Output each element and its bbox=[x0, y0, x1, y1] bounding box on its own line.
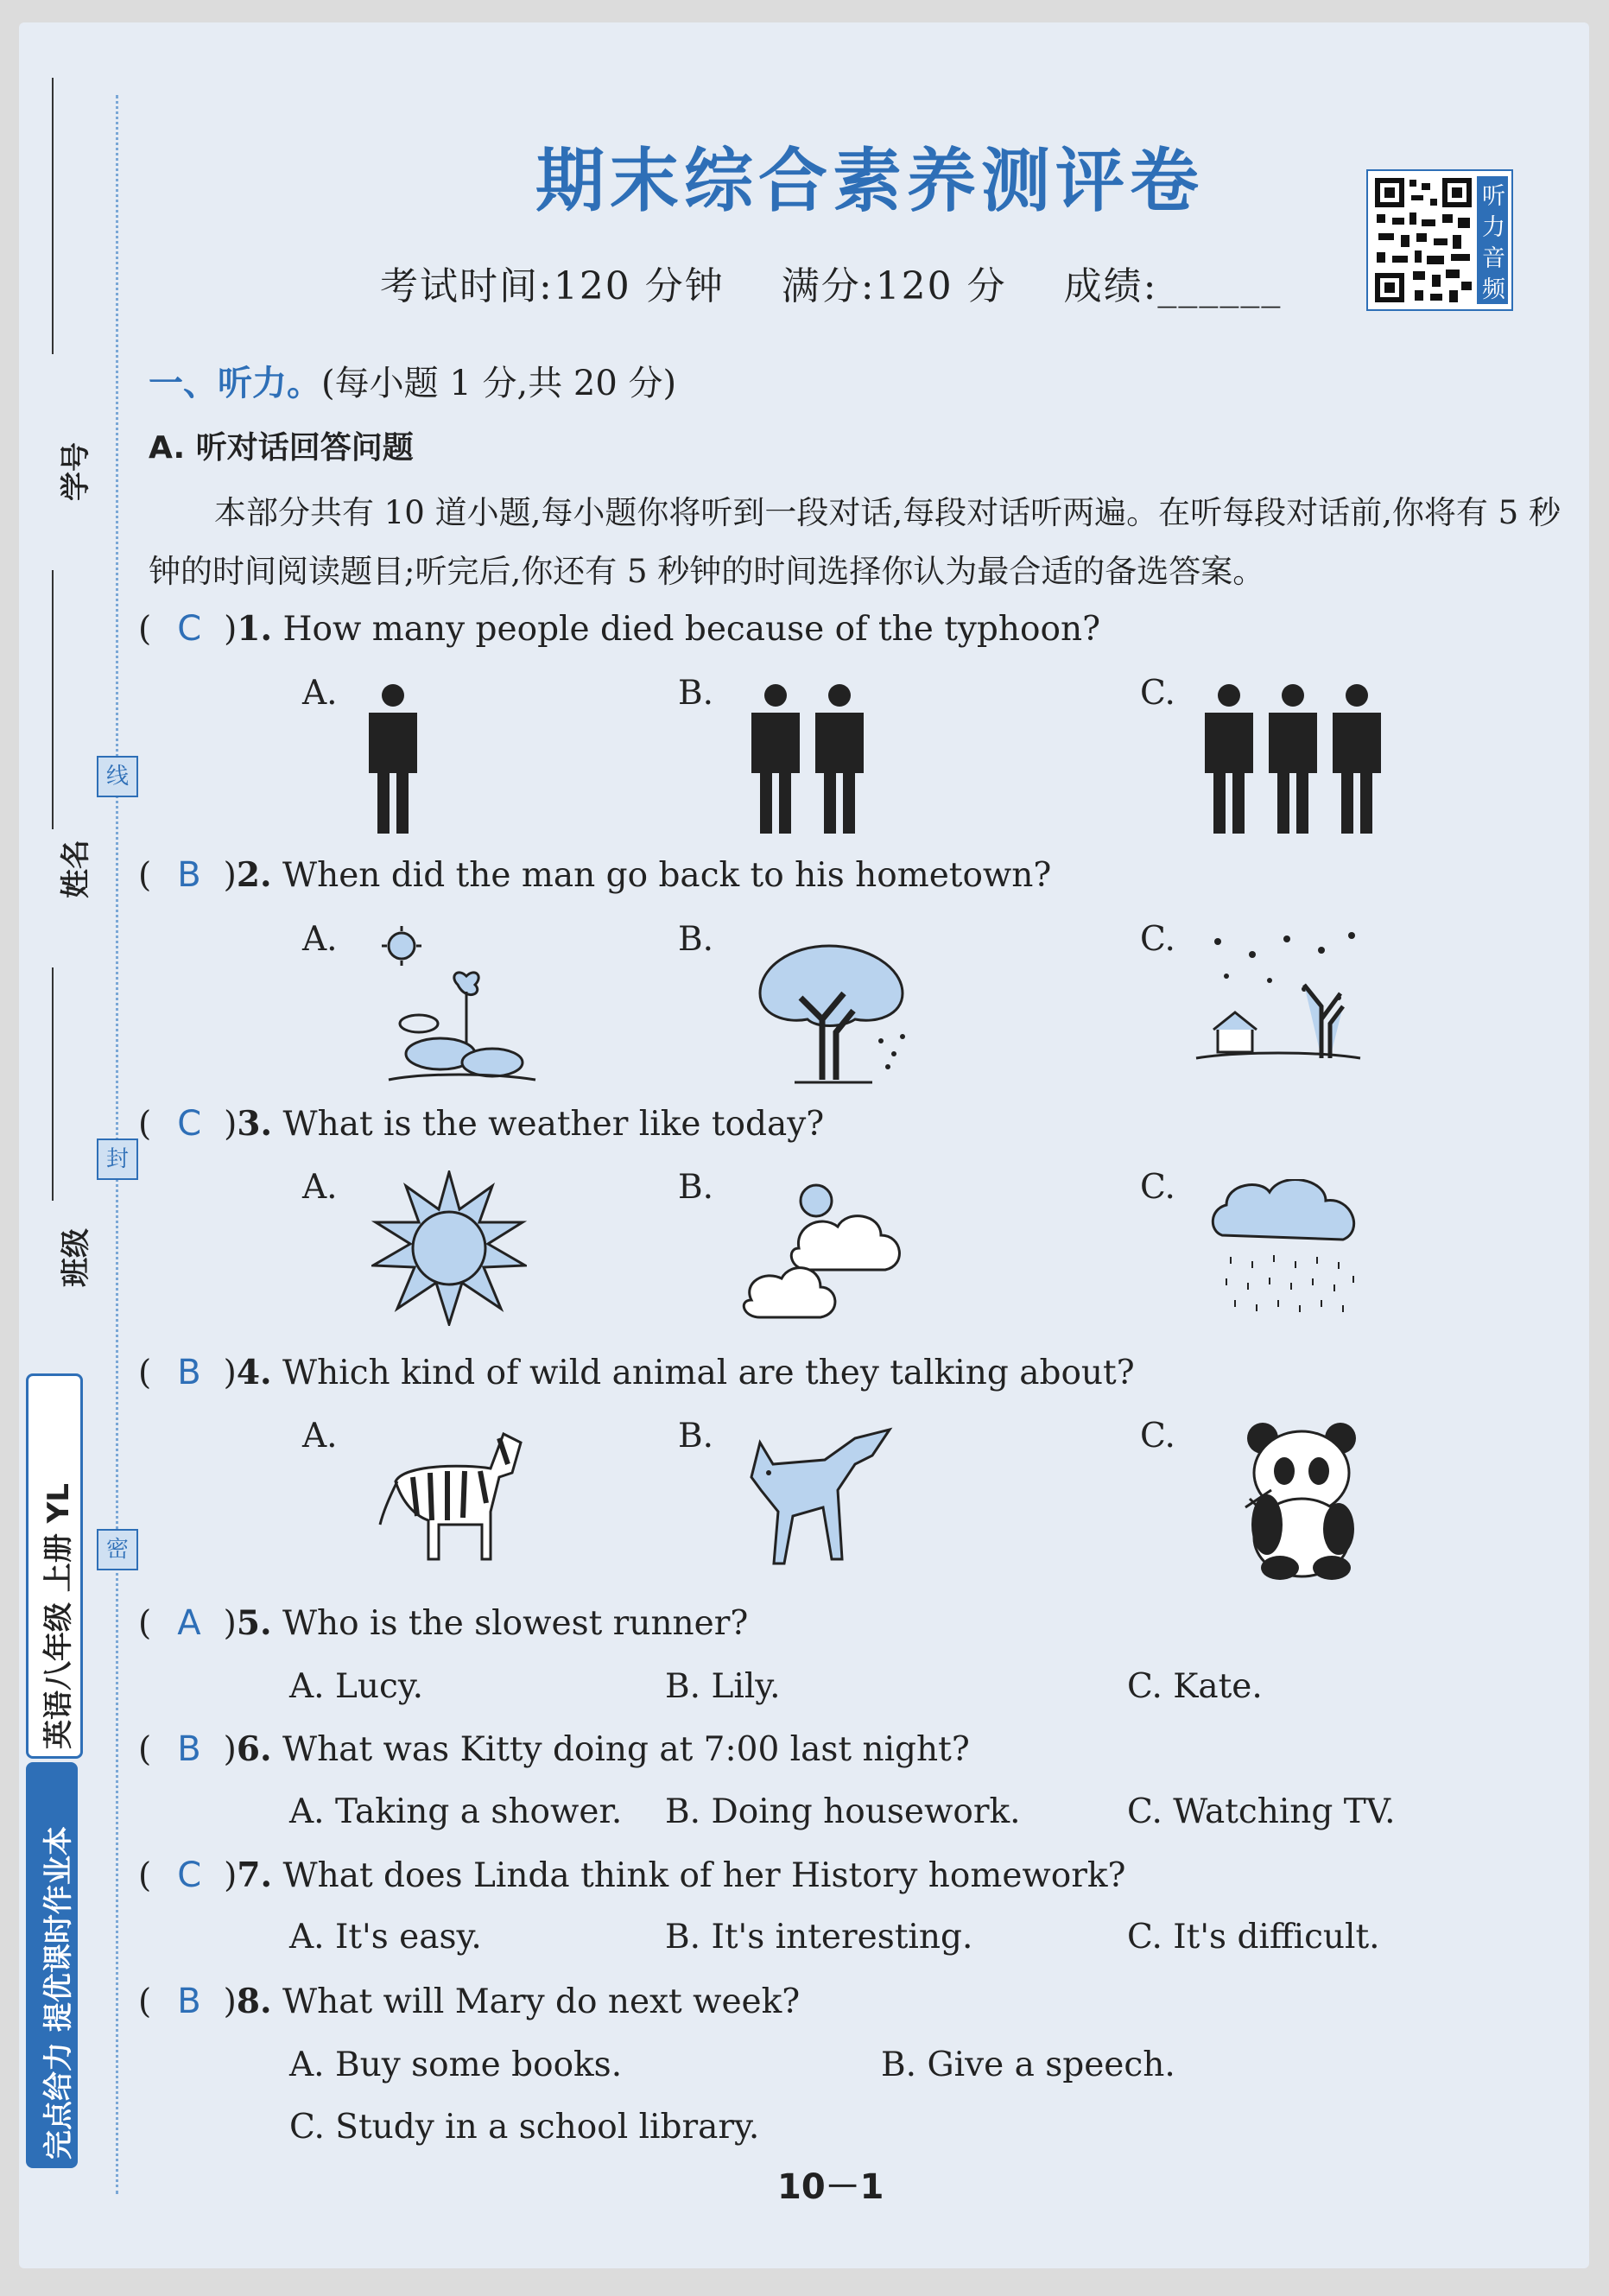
q6-option-a[interactable]: A. Taking a shower. bbox=[289, 1792, 623, 1831]
question-5-text: Who is the slowest runner? bbox=[282, 1604, 749, 1643]
q3-option-c[interactable]: C. bbox=[1140, 1168, 1175, 1207]
question-2-text: When did the man go back to his hometown? bbox=[282, 856, 1052, 895]
exam-info bbox=[380, 255, 1325, 310]
exam-time: 考试时间:120 分钟 bbox=[380, 264, 725, 308]
q3-option-a[interactable]: A. bbox=[302, 1168, 338, 1207]
q1-option-b[interactable]: B. bbox=[678, 674, 714, 713]
qr-audio-label: 听力音频 bbox=[1482, 183, 1505, 303]
two-people-icon bbox=[743, 682, 872, 834]
seal-xian: 线 bbox=[97, 756, 138, 797]
q1-option-c[interactable]: C. bbox=[1140, 674, 1175, 713]
zebra-icon bbox=[378, 1421, 525, 1572]
section-title-main: 一、听力。 bbox=[149, 364, 321, 403]
panda-icon bbox=[1237, 1421, 1366, 1581]
q1-option-a[interactable]: A. bbox=[302, 674, 338, 713]
seal-mi: 密 bbox=[97, 1529, 138, 1570]
q8-option-c[interactable]: C. Study in a school library. bbox=[289, 2108, 760, 2147]
winter-snow-icon bbox=[1192, 929, 1365, 1093]
page-number: 10－1 bbox=[777, 2167, 884, 2207]
question-7: ( C )7. What does Linda think of her History homework? bbox=[138, 1855, 1126, 1895]
page-title: 期末综合素养测评卷 bbox=[535, 141, 1204, 221]
answer-3[interactable]: C bbox=[177, 1104, 202, 1144]
series-label: 完点给力 提优课时作业本 bbox=[41, 1826, 76, 2160]
name-label: 姓名 bbox=[59, 840, 93, 898]
cloudy-icon bbox=[734, 1179, 915, 1322]
exam-score: 成绩:______ bbox=[1063, 264, 1283, 308]
name-underline bbox=[52, 570, 54, 829]
answer-1[interactable]: C bbox=[177, 609, 202, 649]
question-4: ( B )4. Which kind of wild animal are they talking about? bbox=[138, 1353, 1135, 1392]
question-3: ( C )3. What is the weather like today? bbox=[138, 1104, 825, 1144]
q8-option-b[interactable]: B. Give a speech. bbox=[881, 2045, 1175, 2084]
q2-option-a[interactable]: A. bbox=[302, 920, 338, 959]
section-title-note: (每小题 1 分,共 20 分) bbox=[321, 364, 677, 403]
q7-option-a[interactable]: A. It's easy. bbox=[289, 1918, 482, 1957]
answer-5[interactable]: A bbox=[177, 1603, 201, 1643]
student-no-underline bbox=[52, 78, 54, 354]
seal-feng: 封 bbox=[97, 1138, 138, 1180]
q2-option-b[interactable]: B. bbox=[678, 920, 714, 959]
q5-option-a[interactable]: A. Lucy. bbox=[289, 1667, 424, 1706]
question-6: ( B )6. What was Kitty doing at 7:00 last night? bbox=[138, 1729, 970, 1769]
section-title bbox=[149, 356, 676, 405]
q6-option-b[interactable]: B. Doing housework. bbox=[665, 1792, 1021, 1831]
question-8-text: What will Mary do next week? bbox=[282, 1982, 801, 2021]
autumn-tree-icon bbox=[743, 929, 915, 1093]
book-label: 英语八年级 上册 YL bbox=[41, 1483, 76, 1749]
q7-option-b[interactable]: B. It's interesting. bbox=[665, 1918, 973, 1957]
question-7-text: What does Linda think of her History homework? bbox=[282, 1856, 1126, 1895]
q5-option-b[interactable]: B. Lily. bbox=[665, 1667, 781, 1706]
question-4-text: Which kind of wild animal are they talking about? bbox=[282, 1354, 1135, 1392]
student-no-label: 学号 bbox=[59, 442, 93, 501]
answer-4[interactable]: B bbox=[177, 1353, 201, 1392]
q6-option-c[interactable]: C. Watching TV. bbox=[1127, 1792, 1396, 1831]
question-1-text: How many people died because of the typhoon? bbox=[282, 610, 1100, 649]
question-2: ( B )2. When did the man go back to his hometown? bbox=[138, 855, 1052, 895]
qr-code[interactable] bbox=[1366, 169, 1513, 311]
exam-full-score: 满分:120 分 bbox=[781, 264, 1007, 308]
question-6-text: What was Kitty doing at 7:00 last night? bbox=[282, 1730, 970, 1769]
part-a-title: A. 听对话回答问题 bbox=[149, 430, 414, 466]
question-8: ( B )8. What will Mary do next week? bbox=[138, 1982, 801, 2021]
q3-option-b[interactable]: B. bbox=[678, 1168, 714, 1207]
answer-2[interactable]: B bbox=[177, 855, 201, 895]
question-5: ( A )5. Who is the slowest runner? bbox=[138, 1603, 749, 1643]
class-label: 班级 bbox=[59, 1228, 93, 1287]
q7-option-c[interactable]: C. It's difficult. bbox=[1127, 1918, 1380, 1957]
class-underline bbox=[52, 967, 54, 1201]
summer-lotus-pond-icon bbox=[380, 924, 544, 1088]
wolf-icon bbox=[738, 1425, 894, 1576]
rainy-icon bbox=[1205, 1179, 1369, 1326]
question-3-text: What is the weather like today? bbox=[282, 1105, 825, 1144]
one-person-icon bbox=[358, 682, 428, 834]
q8-option-a[interactable]: A. Buy some books. bbox=[289, 2045, 623, 2084]
answer-8[interactable]: B bbox=[177, 1982, 201, 2021]
q4-option-b[interactable]: B. bbox=[678, 1417, 714, 1456]
q2-option-c[interactable]: C. bbox=[1140, 920, 1175, 959]
part-a-intro: 本部分共有 10 道小题,每小题你将听到一段对话,每段对话听两遍。在听每段对话前,你将有 5 秒钟的时间阅读题目;听完后,你还有 5 秒钟的时间选择你认为最合适的备选答案。 bbox=[149, 494, 1561, 590]
question-1: ( C )1. How many people died because of the typhoon? bbox=[138, 609, 1100, 649]
q4-option-a[interactable]: A. bbox=[302, 1417, 338, 1456]
answer-7[interactable]: C bbox=[177, 1855, 202, 1895]
q4-option-c[interactable]: C. bbox=[1140, 1417, 1175, 1456]
three-people-icon bbox=[1196, 682, 1390, 834]
sunny-icon bbox=[371, 1170, 527, 1326]
answer-6[interactable]: B bbox=[177, 1729, 201, 1769]
q5-option-c[interactable]: C. Kate. bbox=[1127, 1667, 1263, 1706]
